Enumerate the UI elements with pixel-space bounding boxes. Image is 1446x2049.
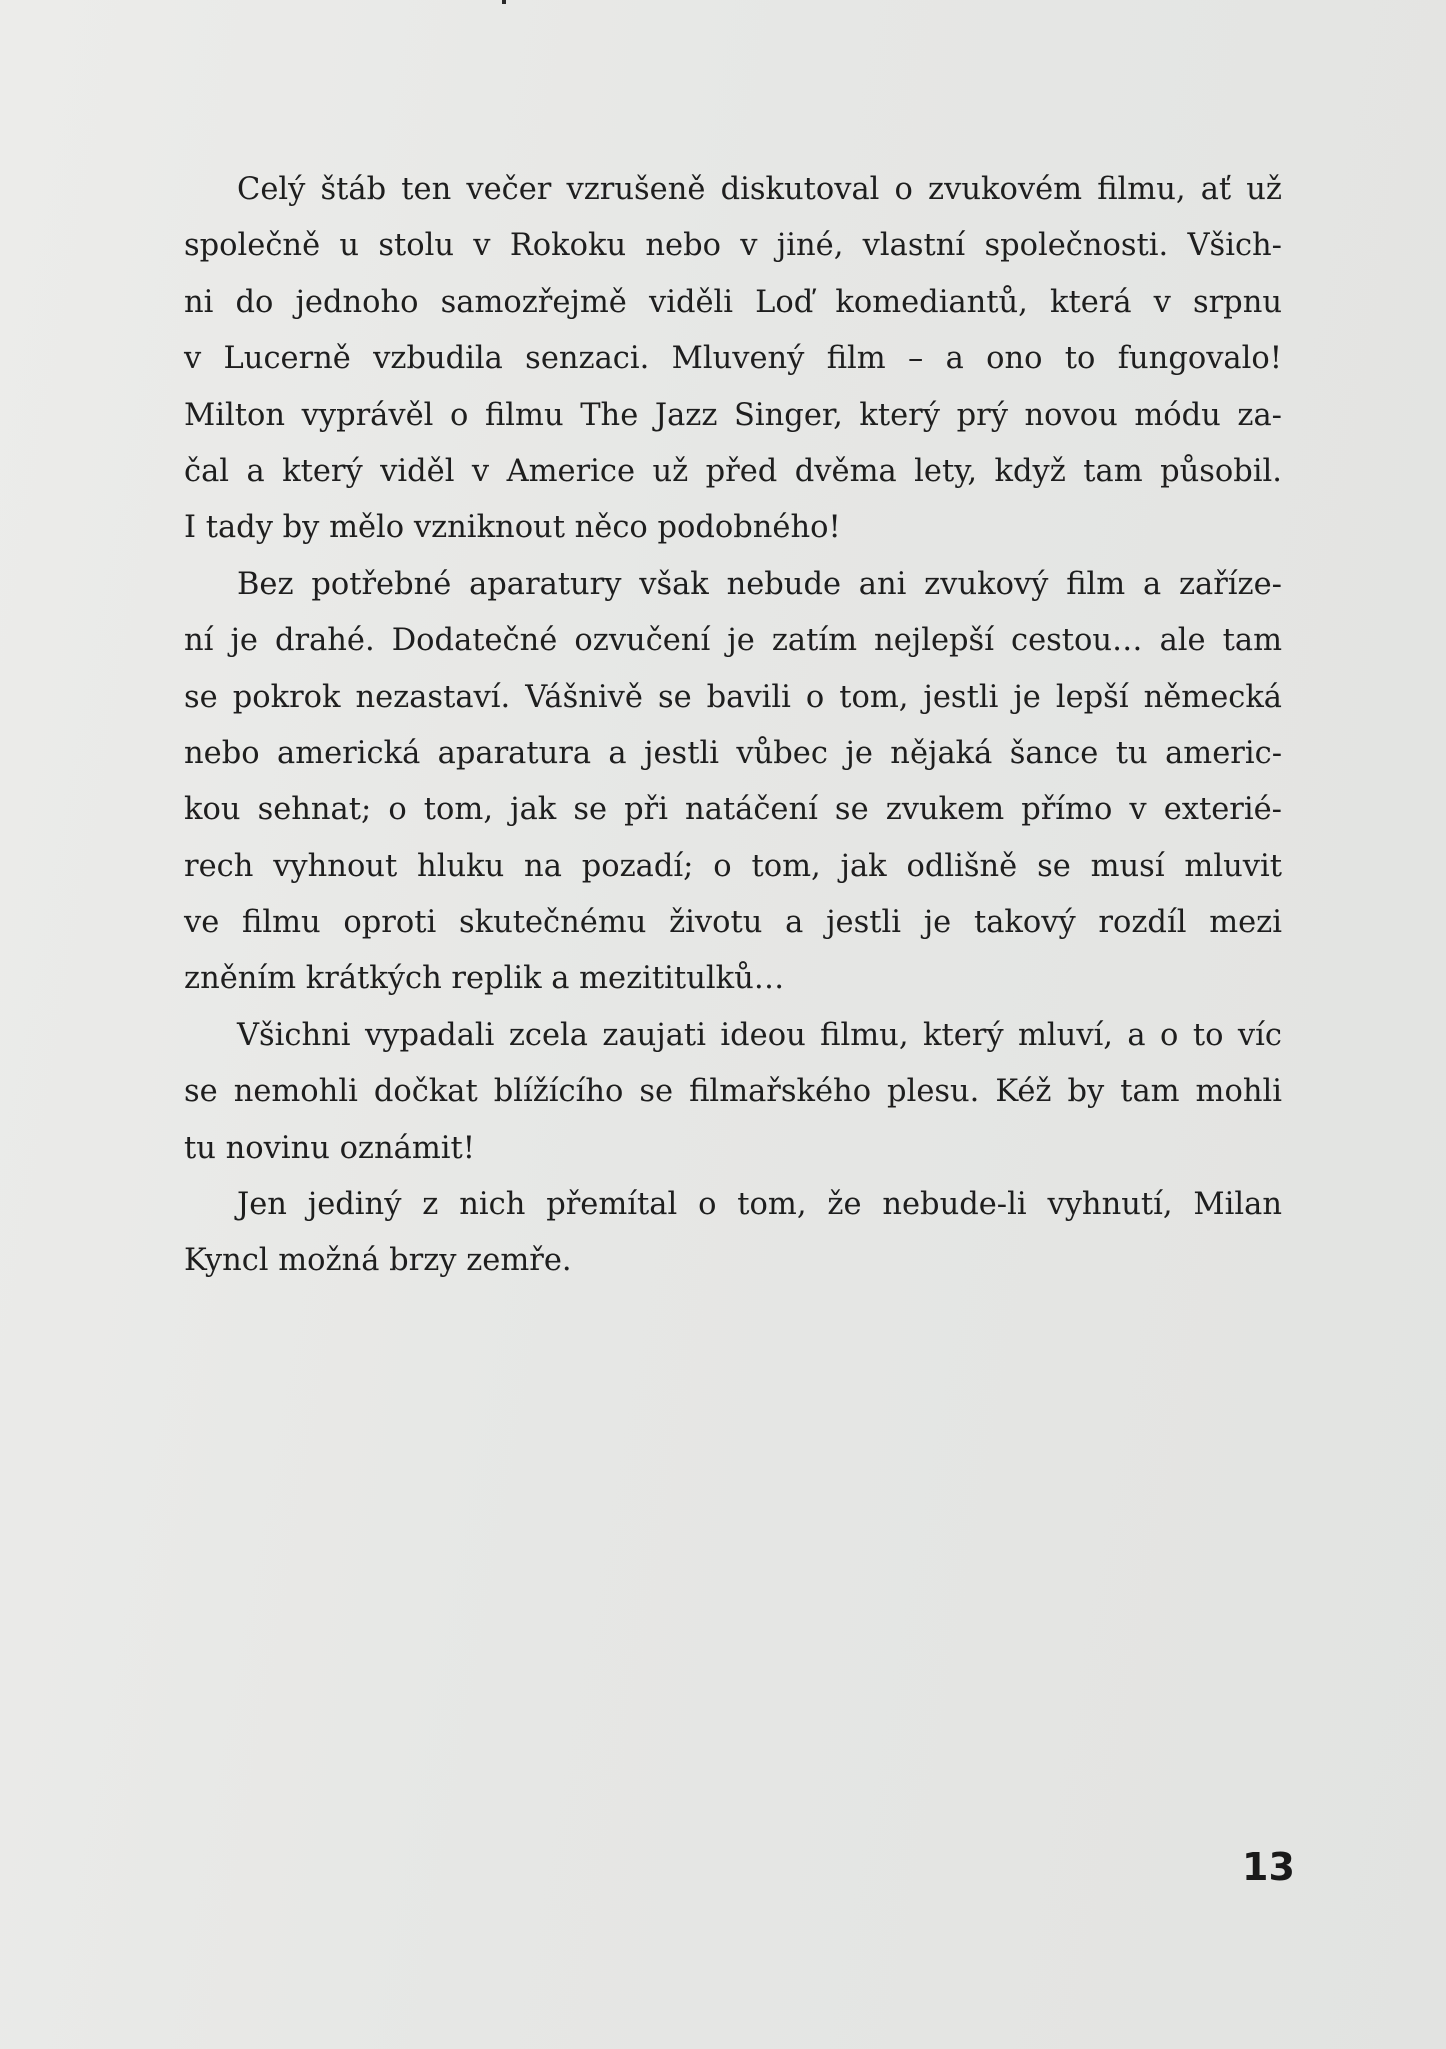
text-line: ni do jednoho samozřejmě viděli Loď komediantů, která v srpnu <box>184 284 1282 320</box>
text-line: Celý štáb ten večer vzrušeně diskutoval o zvukovém filmu, ať už <box>237 172 1282 207</box>
text-line: Všichni vypadali zcela zaujati ideou filmu, který mluví, a o to víc <box>237 1017 1282 1053</box>
text-line: tu novinu oznámit! <box>184 1130 476 1166</box>
print-mark <box>502 0 506 4</box>
text-line: se pokrok nezastaví. Vášnivě se bavili o tom, jestli je lepší německá <box>184 679 1282 715</box>
text-line: v Lucerně vzbudila senzaci. Mluvený film – a ono to fungovalo! <box>184 341 1282 377</box>
text-line: čal a který viděl v Americe už před dvěma lety, když tam působil. <box>184 453 1282 489</box>
text-line: rech vyhnout hluku na pozadí; o tom, jak odlišně se musí mluvit <box>184 848 1282 884</box>
text-line: Bez potřebné aparatury však nebude ani zvukový film a zaříze- <box>237 566 1282 602</box>
text-line: ní je drahé. Dodatečné ozvučení je zatím nejlepší cestou… ale tam <box>184 623 1282 659</box>
text-line: zněním krátkých replik a mezititulků… <box>184 961 785 997</box>
text-line: Jen jediný z nich přemítal o tom, že nebude-li vyhnutí, Milan <box>237 1187 1282 1223</box>
text-line: nebo americká aparatura a jestli vůbec je nějaká šance tu americ- <box>184 735 1282 771</box>
text-line: I tady by mělo vzniknout něco podobného! <box>184 510 841 546</box>
text-line: Milton vyprávěl o filmu The Jazz Singer, který prý novou módu za- <box>184 397 1282 433</box>
text-line: se nemohli dočkat blížícího se filmařského plesu. Kéž by tam mohli <box>184 1074 1282 1110</box>
text-line: ve filmu oproti skutečnému životu a jestli je takový rozdíl mezi <box>184 905 1282 941</box>
page-number: 13 <box>1242 1845 1295 1889</box>
body-text <box>184 162 1282 1290</box>
text-line: společně u stolu v Rokoku nebo v jiné, vlastní společnosti. Všich- <box>184 228 1282 264</box>
text-line: kou sehnat; o tom, jak se při natáčení se zvukem přímo v exterié- <box>184 792 1282 828</box>
text-line: Kyncl možná brzy zemře. <box>184 1243 572 1279</box>
